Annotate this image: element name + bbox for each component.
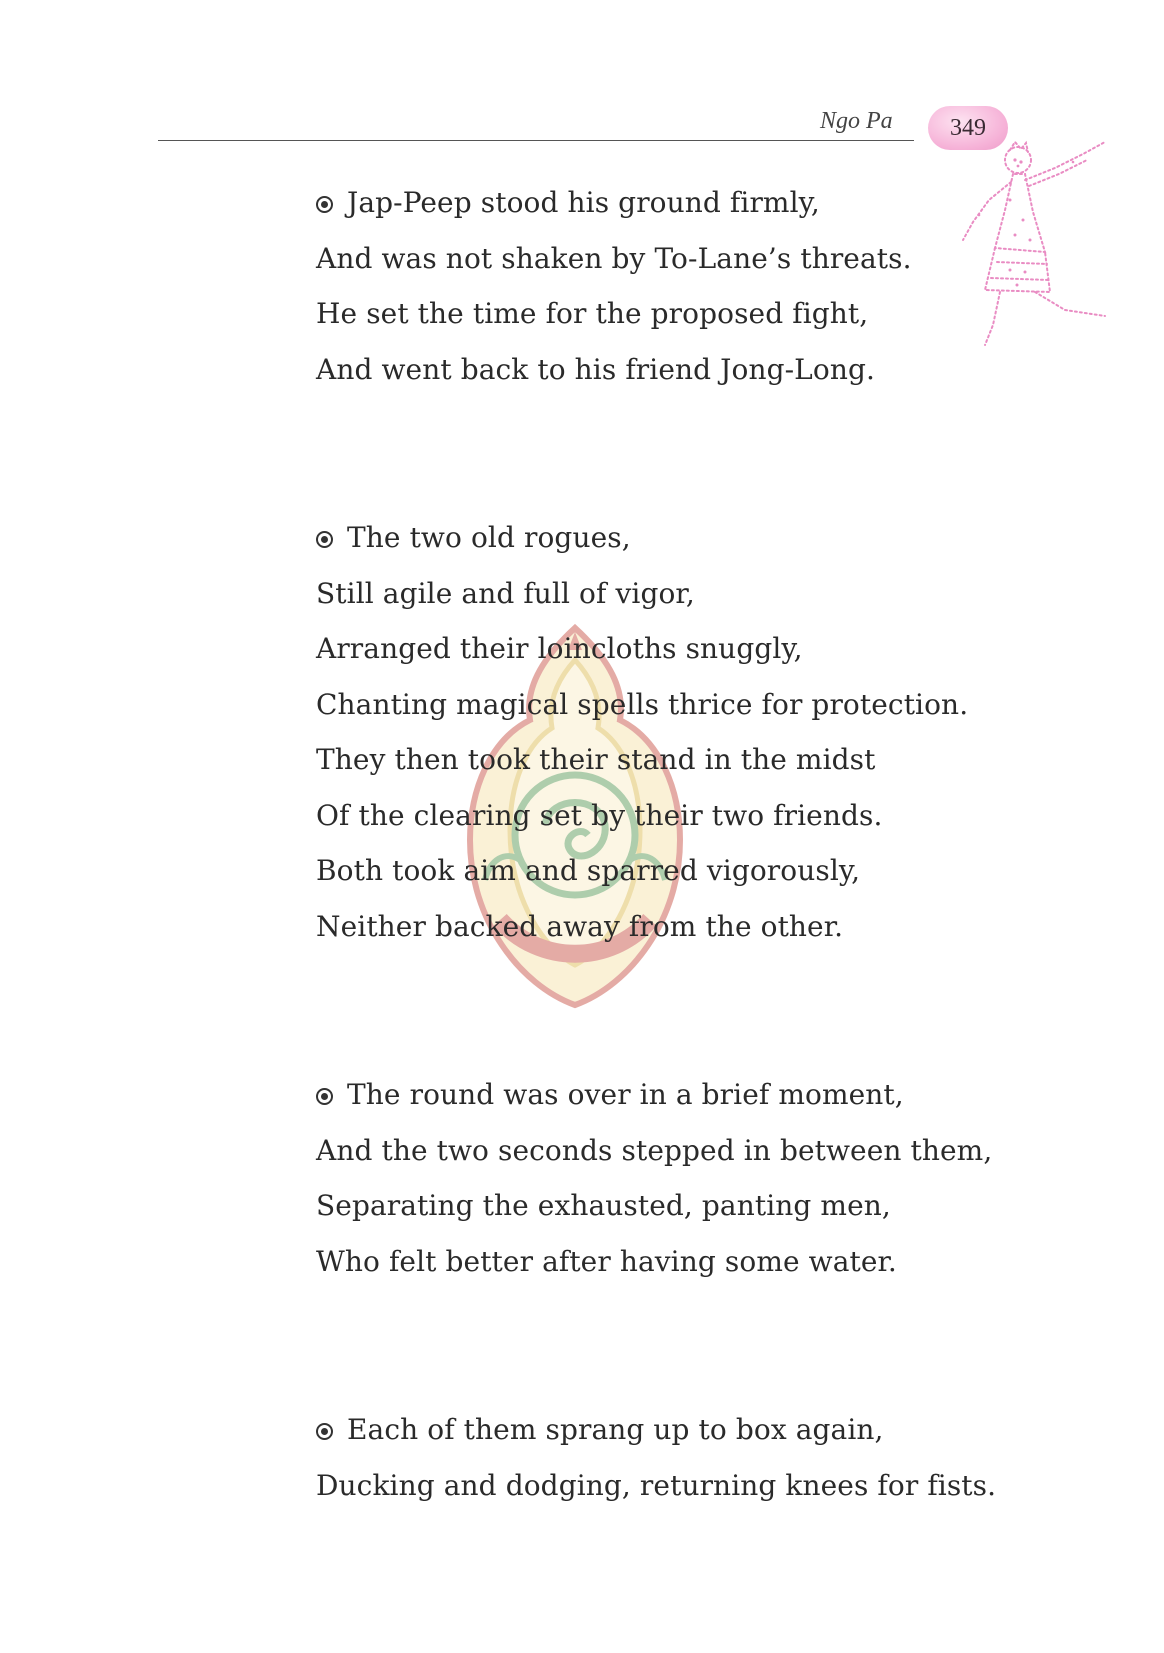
verse-line: Separating the exhausted, panting men, — [316, 1189, 891, 1222]
verse-line: Still agile and full of vigor, — [316, 576, 695, 610]
verse-line: And the two seconds stepped in between them, — [316, 1133, 993, 1167]
stanza-first-line — [316, 1067, 1016, 1123]
stanza-first-line — [316, 175, 1016, 231]
verse-line: Jap-Peep stood his ground firmly, — [347, 186, 820, 219]
stanza — [316, 1402, 1016, 1513]
verse-line: He set the time for the proposed fight, — [316, 297, 869, 330]
verse-line: The two old rogues, — [347, 521, 631, 554]
stanza — [316, 1067, 1016, 1289]
verse-line: The round was over in a brief moment, — [347, 1078, 904, 1111]
verse-line: And went back to his friend Jong-Long. — [316, 352, 875, 386]
verse-line: And was not shaken by To-Lane’s threats. — [316, 241, 912, 275]
verse-line: Each of them sprang up to box again, — [347, 1413, 884, 1446]
verse-line: Neither backed away from the other. — [316, 909, 844, 943]
stanza-first-line — [316, 510, 1016, 566]
stanza-bullet-icon — [316, 531, 333, 548]
stanza — [316, 510, 1016, 954]
stanza-bullet-icon — [316, 196, 333, 213]
page-number: 349 — [950, 114, 986, 141]
verse-line: Chanting magical spells thrice for protection. — [316, 687, 969, 721]
verse-line: Both took aim and sparred vigorously, — [316, 854, 861, 887]
verse-line: Who felt better after having some water. — [316, 1244, 897, 1278]
verse-line: They then took their stand in the midst — [316, 743, 876, 776]
stanza-first-line — [316, 1402, 1016, 1458]
verse-line: Of the clearing set by their two friends. — [316, 798, 883, 832]
stanza — [316, 175, 1016, 397]
running-title: Ngo Pa — [820, 108, 893, 134]
verse-line: Arranged their loincloths snuggly, — [316, 632, 803, 665]
stanza-bullet-icon — [316, 1423, 333, 1440]
stanza-bullet-icon — [316, 1088, 333, 1105]
header-rule — [158, 140, 914, 141]
verse-line: Ducking and dodging, returning knees for fists. — [316, 1468, 997, 1502]
